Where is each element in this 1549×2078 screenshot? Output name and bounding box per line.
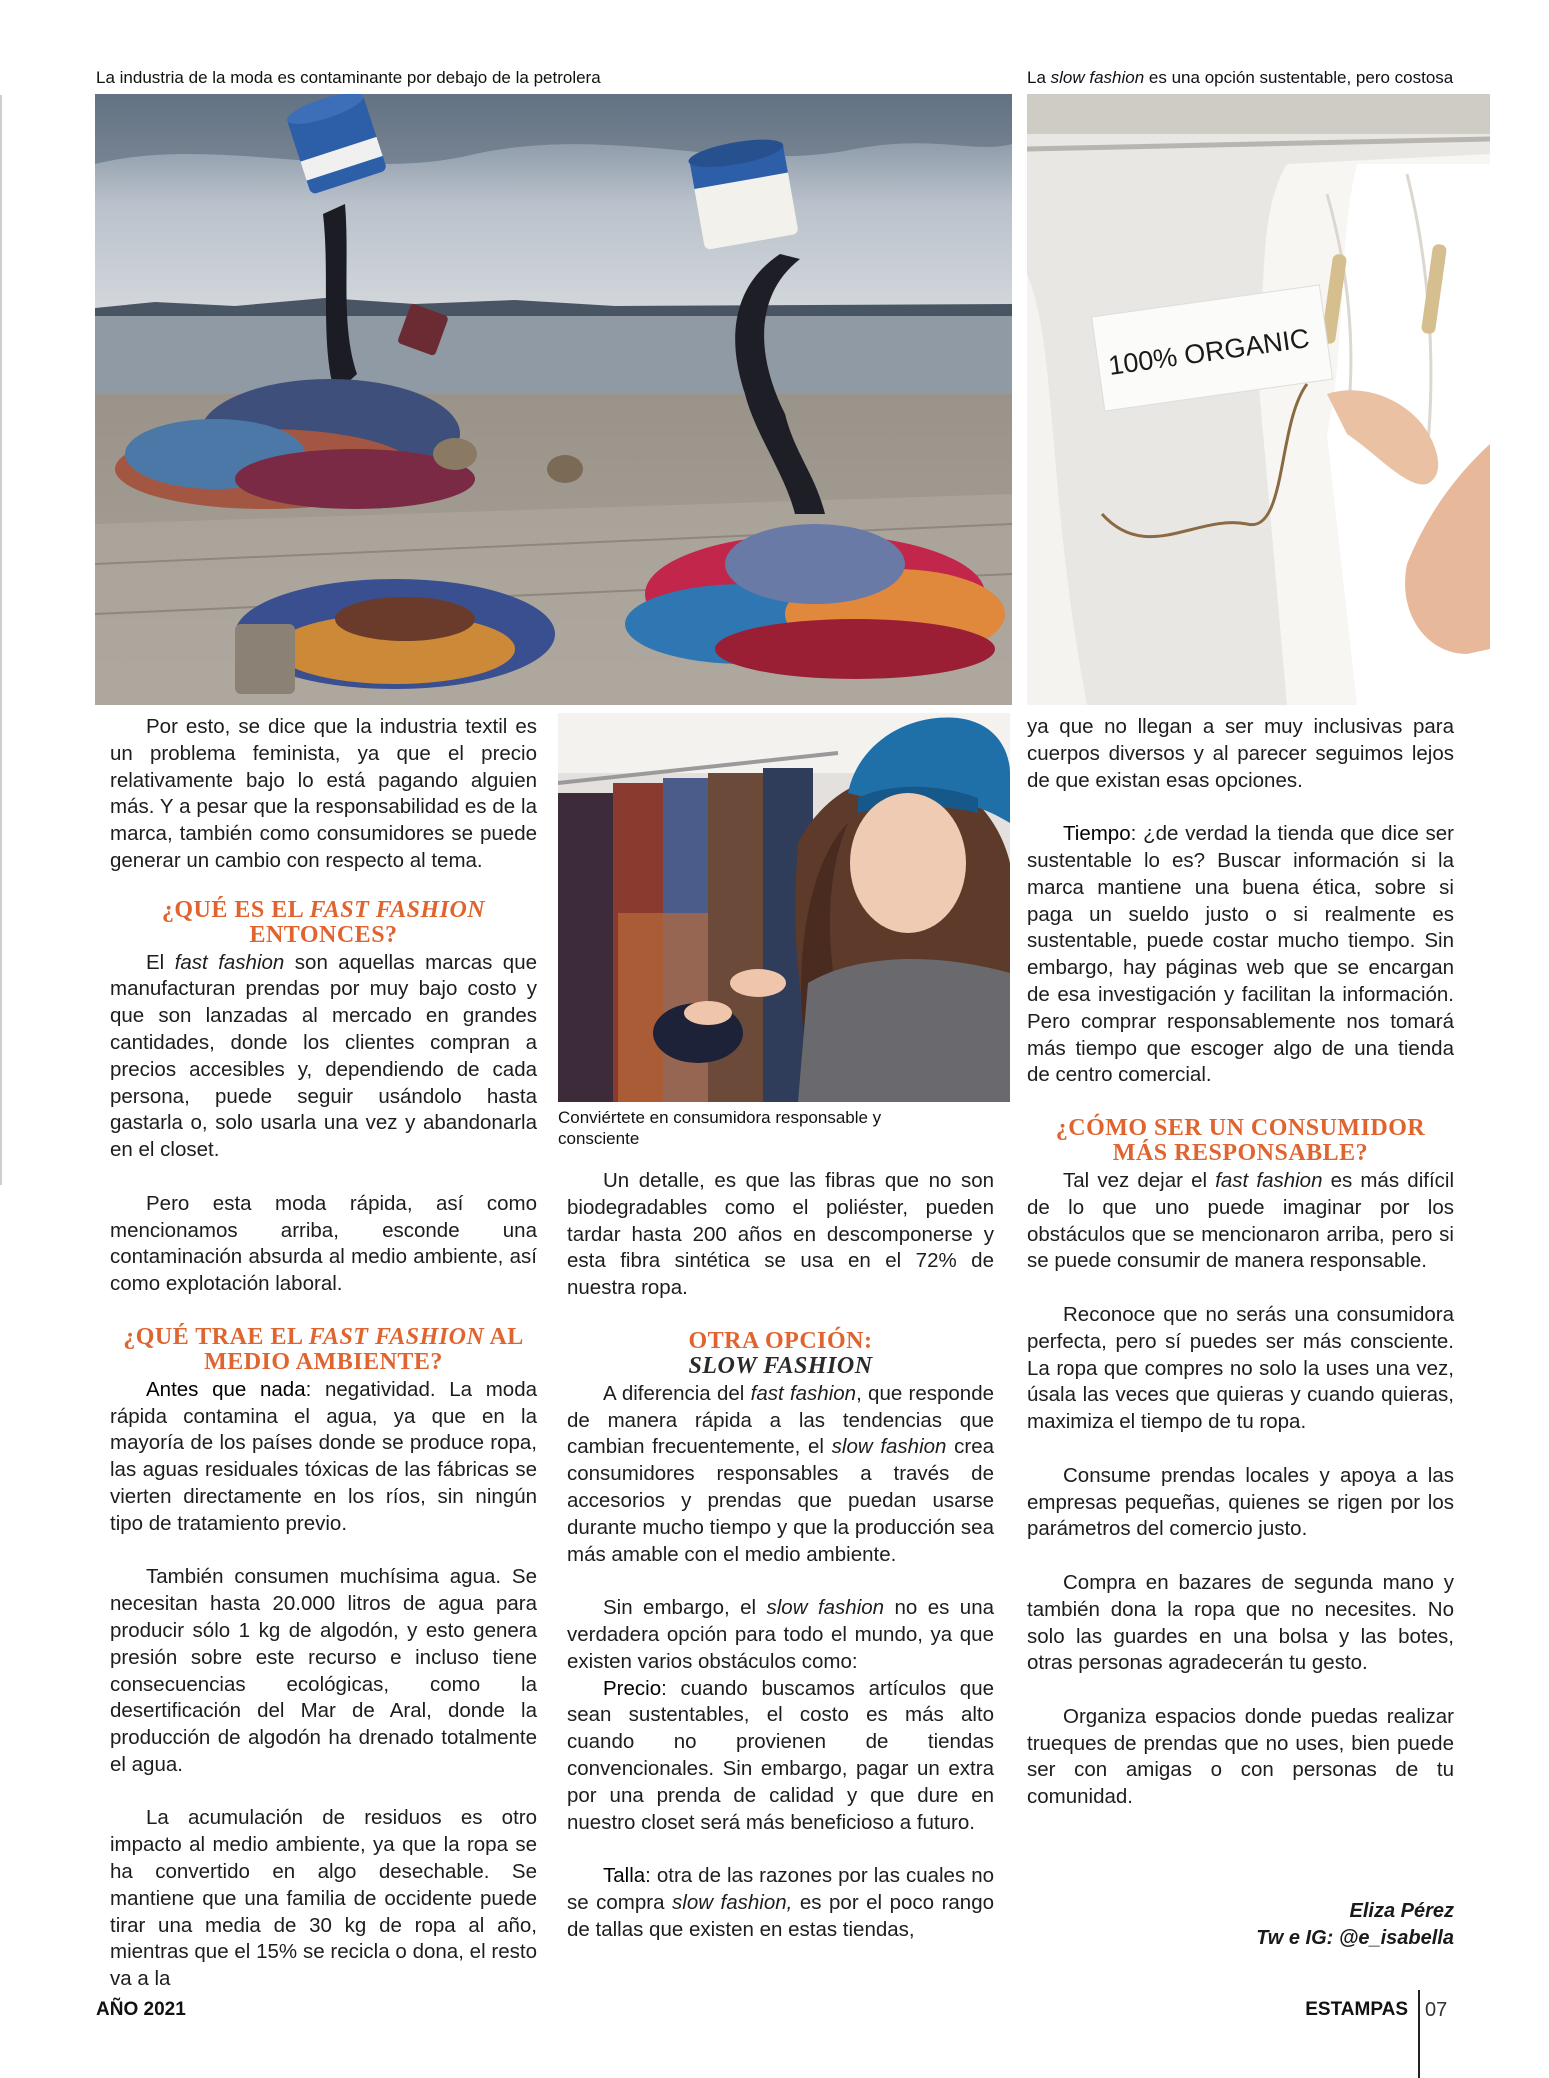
col3-heading-responsible-consumer: ¿CÓMO SER UN CONSUMIDOR MÁS RESPONSABLE? xyxy=(1055,1114,1426,1166)
col2-paragraph-size: Talla: otra de las razones por las cuales no se compra slow fashion, es por el poco rango de tallas que existen en estas tiendas, xyxy=(567,1864,995,1941)
col3-paragraph-6: Compra en bazares de segunda mano y también dona la ropa que no necesites. No solo las guardes en una bolsa y las botes, otras personas agradecerán tu gesto. xyxy=(1027,1570,1454,1675)
author-signature xyxy=(1100,1898,1454,1952)
page-number: 07 xyxy=(1425,1999,1448,2021)
col1-paragraph-6: La acumulación de residuos es otro impacto al medio ambiente, ya que la ropa se ha convertido en algo desechable. Se mantiene que una familia de occidente puede tirar una media de 30 kg de ropa al año, mientras que el 15% se recicla o dona, el resto va a la xyxy=(110,1806,537,1991)
col1-paragraph-3: Pero esta moda rápida, así como mencionamos arriba, esconde una contaminación absurda al medio ambiente, así como explotación laboral. xyxy=(110,1191,537,1296)
caption-beach-photo: La industria de la moda es contaminante por debajo de la petrolera xyxy=(96,68,601,87)
col2-paragraph-3: Sin embargo, el slow fashion no es una verdadera opción para todo el mundo, ya que existen varios obstáculos como: xyxy=(567,1596,995,1673)
col1-paragraph-4: Antes que nada: negatividad. La moda rápida contamina el agua, ya que en la mayoría de los países donde se produce ropa, las aguas residuales tóxicas de las fábricas se vierten directamente en los ríos, sin ningún tipo de tratamiento previo. xyxy=(110,1377,537,1535)
beach-installation-image xyxy=(95,94,1012,705)
author-name: Eliza Pérez xyxy=(1349,1900,1454,1922)
col3-paragraph-7: Organiza espacios donde puedas realizar trueques de prendas que no uses, bien puede ser con amigas o con personas de tu comunidad. xyxy=(1027,1704,1454,1809)
col3-paragraph-5: Consume prendas locales y apoya a las empresas pequeñas, quienes se rigen por los parámetros del comercio justo. xyxy=(1027,1463,1454,1541)
col3-paragraph-time: Tiempo: ¿de verdad la tienda que dice ser sustentable lo es? Buscar información si la marca mantiene una buena ética, sobre si paga un sueldo justo o si realmente es sustentable, puede costar mucho tiempo. Sin embargo, hay páginas web que se encargan de esa investigación y facilitan la información. Pero comprar responsablemente nos tomará más tiempo que escoger algo de una tienda de centro comercial. xyxy=(1027,822,1454,1087)
beach-installation-photo xyxy=(95,94,1012,705)
footer-magazine: ESTAMPAS xyxy=(1305,1999,1408,2020)
col2-paragraph-price: Precio: cuando buscamos artículos que sean sustentables, el costo es más alto cuando no provienen de tiendas convencionales. Sin embargo, pagar un extra por una prenda de calidad y que dure en nuestro closet será más beneficioso a futuro. xyxy=(567,1676,994,1834)
shopper-photo xyxy=(558,713,1010,1102)
column-2 xyxy=(567,1168,994,1944)
col2-paragraph-1: Un detalle, es que las fibras que no son biodegradables como el poliéster, pueden tardar hasta 200 años en descomponerse y esta fibra sintética se usa en el 72% de nuestra ropa. xyxy=(567,1169,994,1300)
column-1 xyxy=(110,714,537,1993)
col2-heading-slow-fashion: OTRA OPCIÓN: SLOW FASHION xyxy=(688,1327,873,1379)
page-edge-line xyxy=(0,95,2,1185)
col1-heading-environment: ¿QUÉ TRAE EL FAST FASHION AL MEDIO AMBIENTE? xyxy=(123,1323,524,1375)
col1-heading-what-is-fast-fashion: ¿QUÉ ES EL FAST FASHION ENTONCES? xyxy=(161,896,486,948)
col1-paragraph-5: También consumen muchísima agua. Se necesitan hasta 20.000 litros de agua para producir sólo 1 kg de algodón, y esto genera presión sobre este recurso e incluso tiene consecuencias ecológicas, como la desertificación del Mar de Aral, donde la producción de algodón ha drenado totalmente el agua. xyxy=(110,1565,537,1776)
col1-paragraph-2: El fast fashion son aquellas marcas que manufacturan prendas por muy bajo costo y que son lanzadas al mercado en grandes cantidades, donde los clientes compran a precios accesibles y, dependiendo de cada persona, puede seguir usándolo hasta gastarla o, solo usarla una vez y abandonarla en el closet. xyxy=(110,950,538,1162)
caption-organic-photo: La slow fashion es una opción sustentable, pero costosa xyxy=(1027,68,1454,87)
organic-label-image xyxy=(1027,94,1490,705)
caption-shopper-photo: Conviértete en consumidora responsable y consciente xyxy=(558,1108,882,1148)
shopper-image xyxy=(558,713,1010,1102)
author-social-handle: Tw e IG: @e_isabella xyxy=(1256,1927,1454,1949)
col3-paragraph-3: Tal vez dejar el fast fashion es más difícil de lo que uno puede imaginar por los obstáculos que se mencionaron arriba, pero si se puede consumir de manera responsable. xyxy=(1027,1168,1455,1273)
footer-divider xyxy=(1418,1990,1420,2078)
col1-paragraph-1: Por esto, se dice que la industria textil es un problema feminista, ya que el precio relativamente bajo lo está pagando alguien más. Y a pesar que la responsabilidad es de la marca, también como consumidores se puede generar un cambio con respecto al tema. xyxy=(110,715,537,872)
organic-label-photo xyxy=(1027,94,1490,705)
footer-year: AÑO 2021 xyxy=(96,1999,186,2020)
organic-tag-text: 100% ORGANIC xyxy=(1106,323,1312,381)
col3-paragraph-4: Reconoce que no serás una consumidora perfecta, pero sí puedes ser más consciente. La ropa que compres no solo la uses una vez, úsala las veces que quieras y cuando quieras, maximiza el tiempo de tu ropa. xyxy=(1027,1302,1454,1434)
column-3 xyxy=(1027,714,1454,1811)
col2-paragraph-2: A diferencia del fast fashion, que responde de manera rápida a las tendencias que cambian frecuentemente, el slow fashion crea consumidores responsables a través de accesorios y prendas que puedan usarse durante mucho tiempo y que la producción sea más amable con el medio ambiente. xyxy=(567,1381,995,1566)
col3-paragraph-1: ya que no llegan a ser muy inclusivas para cuerpos diversos y al parecer seguimos lejos de que existan esas opciones. xyxy=(1027,715,1454,792)
